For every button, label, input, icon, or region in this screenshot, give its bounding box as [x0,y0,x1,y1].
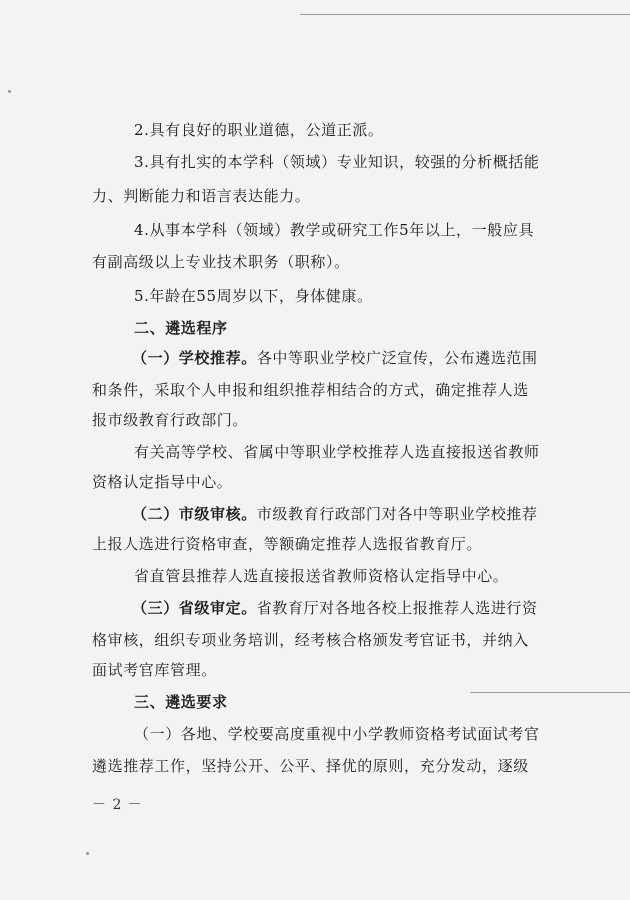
paragraph-line: 和条件，采取个人申报和组织推荐相结合的方式，确定推荐人选 [92,381,529,399]
scan-speck [86,852,89,855]
paragraph-line: 有关高等学校、省属中等职业学校推荐人选直接报送省教师 [134,443,540,461]
scan-line [300,14,630,15]
paragraph-line: 3.具有扎实的本学科（领域）专业知识，较强的分析概括能 [134,153,540,171]
paragraph-line: 4.从事本学科（领域）教学或研究工作5年以上，一般应具 [134,221,535,239]
subsection-label: （三）省级审定。 [132,599,257,617]
scan-speck [8,90,11,93]
paragraph-line [132,598,538,618]
paragraph-line: （一）各地、学校要高度重视中小学教师资格考试面试考官 [134,725,540,743]
paragraph-line: 省直管县推荐人选直接报送省教师资格认定指导中心。 [134,567,509,585]
paragraph-text: 省教育厅对各地各校上报推荐人选进行资 [256,599,538,617]
section-heading: 三、遴选要求 [134,693,228,711]
paragraph-text: 各中等职业学校广泛宣传，公布遴选范围 [256,349,538,367]
subsection-label: （二）市级审核。 [132,505,257,523]
paragraph-line: 5.年龄在55周岁以下，身体健康。 [134,287,373,305]
paragraph-line: 2.具有良好的职业道德，公道正派。 [134,121,384,139]
paragraph-line: 报市级教育行政部门。 [92,411,249,429]
paragraph-text: 市级教育行政部门对各中等职业学校推荐 [256,505,538,523]
subsection-label: （一）学校推荐。 [132,349,257,367]
paragraph-line: 格审核，组织专项业务培训，经考核合格颁发考官证书，并纳入 [92,631,529,649]
paragraph-line: 面试考官库管理。 [92,661,217,679]
paragraph-line: 遴选推荐工作，坚持公开、公平、择优的原则，充分发动，逐级 [92,757,529,775]
paragraph-line: 上报人选进行资格审查，等额确定推荐人选报省教育厅。 [92,535,483,553]
paragraph-line: 有副高级以上专业技术职务（职称）。 [92,253,350,271]
scan-line [470,692,630,693]
section-heading: 二、遴选程序 [134,319,228,337]
paragraph-line: 资格认定指导中心。 [92,473,233,491]
paragraph-line [132,504,538,524]
paragraph-line: 力、判断能力和语言表达能力。 [92,187,311,205]
page-number: － 2 － [92,797,143,813]
paragraph-line [132,348,538,368]
